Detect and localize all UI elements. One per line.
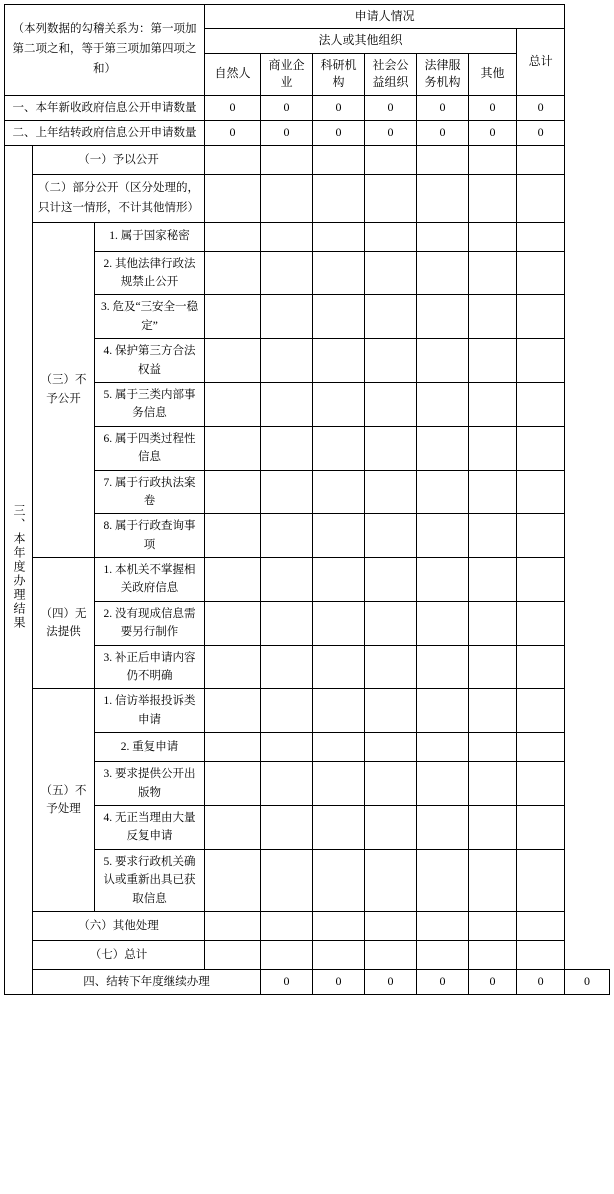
- item4-sub0-value-1: [261, 558, 313, 602]
- item2-value-0: [205, 175, 261, 222]
- header-row-1: [5, 5, 610, 29]
- item3-sub6-value-1: [261, 470, 313, 514]
- header-org-col-0: 商业企业: [261, 53, 313, 95]
- section3-label-cell: [5, 146, 33, 995]
- item3-sub5-value-4: [417, 426, 469, 470]
- item3-sub7-value-3: [365, 514, 417, 558]
- item2-value-3: [365, 175, 417, 222]
- item4-sub2-value-3: [365, 645, 417, 689]
- item3-sub5-value-6: [517, 426, 565, 470]
- item4-sub1-value-1: [261, 601, 313, 645]
- item3-sub4-value-0: [205, 382, 261, 426]
- item4-sub-0: 1. 本机关不掌握相关政府信息: [95, 558, 205, 602]
- item4-sub2-value-5: [469, 645, 517, 689]
- item5-sub2-value-1: [261, 762, 313, 806]
- header-org-col-2: 社会公益组织: [365, 53, 417, 95]
- item3-sub1-value-6: [517, 251, 565, 295]
- item5-sub2-value-6: [517, 762, 565, 806]
- header-org-col-4: 其他: [469, 53, 517, 95]
- item3-sub4-value-4: [417, 382, 469, 426]
- item3-sub3-value-4: [417, 339, 469, 383]
- row2-value-6: 0: [517, 120, 565, 145]
- item3-sub-4: 5. 属于三类内部事务信息: [95, 382, 205, 426]
- item5-sub0-value-4: [417, 689, 469, 733]
- item3-sub3-value-3: [365, 339, 417, 383]
- item3-sub4-value-5: [469, 382, 517, 426]
- item6-value-2: [313, 911, 365, 940]
- item3-sub0-value-0: [205, 222, 261, 251]
- item2-value-2: [313, 175, 365, 222]
- table-row: [5, 295, 610, 339]
- item3-sub1-value-4: [417, 251, 469, 295]
- item5-sub2-value-4: [417, 762, 469, 806]
- row1-value-0: 0: [205, 95, 261, 120]
- section3-label: 三、本年度办理结果: [12, 504, 26, 631]
- item6-label: （六）其他处理: [33, 911, 205, 940]
- item3-sub7-value-5: [469, 514, 517, 558]
- item3-sub2-value-1: [261, 295, 313, 339]
- item5-label: （五）不予处理: [33, 689, 95, 912]
- item4-sub-2: 3. 补正后申请内容仍不明确: [95, 645, 205, 689]
- item4-sub2-value-6: [517, 645, 565, 689]
- item5-sub1-value-5: [469, 733, 517, 762]
- item3-sub1-value-1: [261, 251, 313, 295]
- item3-sub4-value-2: [313, 382, 365, 426]
- item3-sub3-value-2: [313, 339, 365, 383]
- item3-sub1-value-2: [313, 251, 365, 295]
- item7-value-5: [469, 940, 517, 969]
- item2-value-4: [417, 175, 469, 222]
- row1-value-1: 0: [261, 95, 313, 120]
- item4-sub0-value-5: [469, 558, 517, 602]
- item3-sub2-value-6: [517, 295, 565, 339]
- item3-sub7-value-6: [517, 514, 565, 558]
- item3-sub6-value-6: [517, 470, 565, 514]
- row1-value-2: 0: [313, 95, 365, 120]
- table-row: [5, 645, 610, 689]
- header-note: （本列数据的勾稽关系为：第一项加第二项之和，等于第三项加第四项之和）: [5, 5, 205, 96]
- item3-sub2-value-5: [469, 295, 517, 339]
- item5-sub4-value-6: [517, 849, 565, 911]
- item3-sub2-value-0: [205, 295, 261, 339]
- item3-sub-1: 2. 其他法律行政法规禁止公开: [95, 251, 205, 295]
- item3-sub0-value-2: [313, 222, 365, 251]
- item3-sub3-value-6: [517, 339, 565, 383]
- item5-sub4-value-3: [365, 849, 417, 911]
- header-natural-person: 自然人: [205, 53, 261, 95]
- item6-value-6: [517, 911, 565, 940]
- item3-sub5-value-2: [313, 426, 365, 470]
- item7-label: （七）总计: [33, 940, 205, 969]
- item4-sub1-value-4: [417, 601, 469, 645]
- header-org-col-3: 法律服务机构: [417, 53, 469, 95]
- table-row: [5, 175, 610, 222]
- item1-value-5: [469, 146, 517, 175]
- row2-value-2: 0: [313, 120, 365, 145]
- row2-value-0: 0: [205, 120, 261, 145]
- item3-sub5-value-0: [205, 426, 261, 470]
- item5-sub1-value-4: [417, 733, 469, 762]
- item5-sub0-value-6: [517, 689, 565, 733]
- item5-sub3-value-1: [261, 805, 313, 849]
- item5-sub3-value-2: [313, 805, 365, 849]
- item5-sub1-value-3: [365, 733, 417, 762]
- item1-value-1: [261, 146, 313, 175]
- government-info-disclosure-table: [4, 4, 610, 995]
- item3-sub2-value-3: [365, 295, 417, 339]
- item4-sub0-value-6: [517, 558, 565, 602]
- item3-sub2-value-2: [313, 295, 365, 339]
- item5-sub0-value-1: [261, 689, 313, 733]
- item3-sub4-value-6: [517, 382, 565, 426]
- table-row: [5, 911, 610, 940]
- item4-label: （四）无法提供: [33, 558, 95, 689]
- item5-sub1-value-6: [517, 733, 565, 762]
- table-row: [5, 470, 610, 514]
- item1-label: （一）予以公开: [33, 146, 205, 175]
- item5-sub2-value-5: [469, 762, 517, 806]
- row4-value-6: 0: [565, 969, 610, 994]
- item7-value-3: [365, 940, 417, 969]
- item7-value-2: [313, 940, 365, 969]
- row4-value-2: 0: [365, 969, 417, 994]
- item3-sub2-value-4: [417, 295, 469, 339]
- row1-value-3: 0: [365, 95, 417, 120]
- table-row: [5, 762, 610, 806]
- item7-value-1: [261, 940, 313, 969]
- item4-sub1-value-3: [365, 601, 417, 645]
- item5-sub0-value-2: [313, 689, 365, 733]
- item5-sub1-value-0: [205, 733, 261, 762]
- item1-value-2: [313, 146, 365, 175]
- item4-sub2-value-4: [417, 645, 469, 689]
- item4-sub0-value-4: [417, 558, 469, 602]
- item3-sub7-value-0: [205, 514, 261, 558]
- item5-sub0-value-5: [469, 689, 517, 733]
- item5-sub0-value-3: [365, 689, 417, 733]
- row2-value-3: 0: [365, 120, 417, 145]
- table-row: [5, 339, 610, 383]
- item3-sub1-value-0: [205, 251, 261, 295]
- item6-value-3: [365, 911, 417, 940]
- item4-sub1-value-6: [517, 601, 565, 645]
- item5-sub4-value-1: [261, 849, 313, 911]
- item3-sub6-value-2: [313, 470, 365, 514]
- header-legal-or-other-org: 法人或其他组织: [205, 29, 517, 53]
- item4-sub2-value-2: [313, 645, 365, 689]
- item3-sub3-value-1: [261, 339, 313, 383]
- item3-sub6-value-3: [365, 470, 417, 514]
- row4-value-4: 0: [469, 969, 517, 994]
- header-total: 总计: [517, 29, 565, 95]
- item4-sub1-value-5: [469, 601, 517, 645]
- table-row: [5, 426, 610, 470]
- item3-sub7-value-2: [313, 514, 365, 558]
- table-row: [5, 601, 610, 645]
- item5-sub-4: 5. 要求行政机关确认或重新出具已获取信息: [95, 849, 205, 911]
- item3-sub0-value-3: [365, 222, 417, 251]
- item4-sub2-value-1: [261, 645, 313, 689]
- table-row: [5, 382, 610, 426]
- item3-sub6-value-0: [205, 470, 261, 514]
- table-row: [5, 940, 610, 969]
- item5-sub2-value-2: [313, 762, 365, 806]
- table-row: [5, 120, 610, 145]
- item3-sub4-value-3: [365, 382, 417, 426]
- table-row: [5, 95, 610, 120]
- item3-sub5-value-5: [469, 426, 517, 470]
- item3-sub3-value-5: [469, 339, 517, 383]
- item5-sub-2: 3. 要求提供公开出版物: [95, 762, 205, 806]
- table-row: [5, 969, 610, 994]
- item1-value-6: [517, 146, 565, 175]
- item1-value-0: [205, 146, 261, 175]
- item3-sub5-value-1: [261, 426, 313, 470]
- item3-sub3-value-0: [205, 339, 261, 383]
- item3-sub0-value-5: [469, 222, 517, 251]
- item5-sub2-value-3: [365, 762, 417, 806]
- row2-value-4: 0: [417, 120, 469, 145]
- header-applicant-situation: 申请人情况: [205, 5, 565, 29]
- item6-value-4: [417, 911, 469, 940]
- item4-sub-1: 2. 没有现成信息需要另行制作: [95, 601, 205, 645]
- item3-sub-5: 6. 属于四类过程性信息: [95, 426, 205, 470]
- header-org-col-1: 科研机构: [313, 53, 365, 95]
- row4-value-1: 0: [313, 969, 365, 994]
- item3-sub1-value-5: [469, 251, 517, 295]
- item5-sub1-value-2: [313, 733, 365, 762]
- item6-value-0: [205, 911, 261, 940]
- item2-value-1: [261, 175, 313, 222]
- row4-value-0: 0: [261, 969, 313, 994]
- table-row: [5, 689, 610, 733]
- row4-label: 四、结转下年度继续办理: [33, 969, 261, 994]
- item3-sub-7: 8. 属于行政查询事项: [95, 514, 205, 558]
- table-row: [5, 251, 610, 295]
- item3-sub0-value-1: [261, 222, 313, 251]
- item2-value-5: [469, 175, 517, 222]
- item5-sub3-value-3: [365, 805, 417, 849]
- item5-sub-0: 1. 信访举报投诉类申请: [95, 689, 205, 733]
- item7-value-0: [205, 940, 261, 969]
- item3-sub7-value-1: [261, 514, 313, 558]
- table-row: [5, 849, 610, 911]
- row1-value-5: 0: [469, 95, 517, 120]
- item5-sub3-value-6: [517, 805, 565, 849]
- row1-value-6: 0: [517, 95, 565, 120]
- item3-sub-0: 1. 属于国家秘密: [95, 222, 205, 251]
- item3-sub7-value-4: [417, 514, 469, 558]
- table-row: [5, 558, 610, 602]
- table-row: [5, 733, 610, 762]
- item5-sub4-value-0: [205, 849, 261, 911]
- item3-label: （三）不予公开: [33, 222, 95, 557]
- item1-value-4: [417, 146, 469, 175]
- item4-sub0-value-2: [313, 558, 365, 602]
- item3-sub4-value-1: [261, 382, 313, 426]
- item3-sub5-value-3: [365, 426, 417, 470]
- item3-sub-3: 4. 保护第三方合法权益: [95, 339, 205, 383]
- item7-value-4: [417, 940, 469, 969]
- item3-sub6-value-5: [469, 470, 517, 514]
- item1-value-3: [365, 146, 417, 175]
- row2-value-5: 0: [469, 120, 517, 145]
- item5-sub1-value-1: [261, 733, 313, 762]
- item5-sub-1: 2. 重复申请: [95, 733, 205, 762]
- row1-value-4: 0: [417, 95, 469, 120]
- item5-sub3-value-0: [205, 805, 261, 849]
- item4-sub1-value-2: [313, 601, 365, 645]
- item5-sub3-value-5: [469, 805, 517, 849]
- item3-sub-2: 3. 危及“三安全一稳定”: [95, 295, 205, 339]
- table-row: [5, 222, 610, 251]
- table-row: [5, 514, 610, 558]
- row4-value-3: 0: [417, 969, 469, 994]
- row1-label: 一、本年新收政府信息公开申请数量: [5, 95, 205, 120]
- item4-sub2-value-0: [205, 645, 261, 689]
- item3-sub0-value-6: [517, 222, 565, 251]
- item3-sub1-value-3: [365, 251, 417, 295]
- item2-value-6: [517, 175, 565, 222]
- item6-value-1: [261, 911, 313, 940]
- item4-sub0-value-0: [205, 558, 261, 602]
- item5-sub-3: 4. 无正当理由大量反复申请: [95, 805, 205, 849]
- table-row: [5, 146, 610, 175]
- item5-sub2-value-0: [205, 762, 261, 806]
- item6-value-5: [469, 911, 517, 940]
- item3-sub-6: 7. 属于行政执法案卷: [95, 470, 205, 514]
- item3-sub6-value-4: [417, 470, 469, 514]
- item5-sub4-value-5: [469, 849, 517, 911]
- item5-sub3-value-4: [417, 805, 469, 849]
- item4-sub1-value-0: [205, 601, 261, 645]
- item5-sub0-value-0: [205, 689, 261, 733]
- item2-label: （二）部分公开（区分处理的，只计这一情形，不计其他情形）: [33, 175, 205, 222]
- row4-value-5: 0: [517, 969, 565, 994]
- row2-label: 二、上年结转政府信息公开申请数量: [5, 120, 205, 145]
- item7-value-6: [517, 940, 565, 969]
- table-row: [5, 805, 610, 849]
- item5-sub4-value-2: [313, 849, 365, 911]
- item5-sub4-value-4: [417, 849, 469, 911]
- item4-sub0-value-3: [365, 558, 417, 602]
- item3-sub0-value-4: [417, 222, 469, 251]
- row2-value-1: 0: [261, 120, 313, 145]
